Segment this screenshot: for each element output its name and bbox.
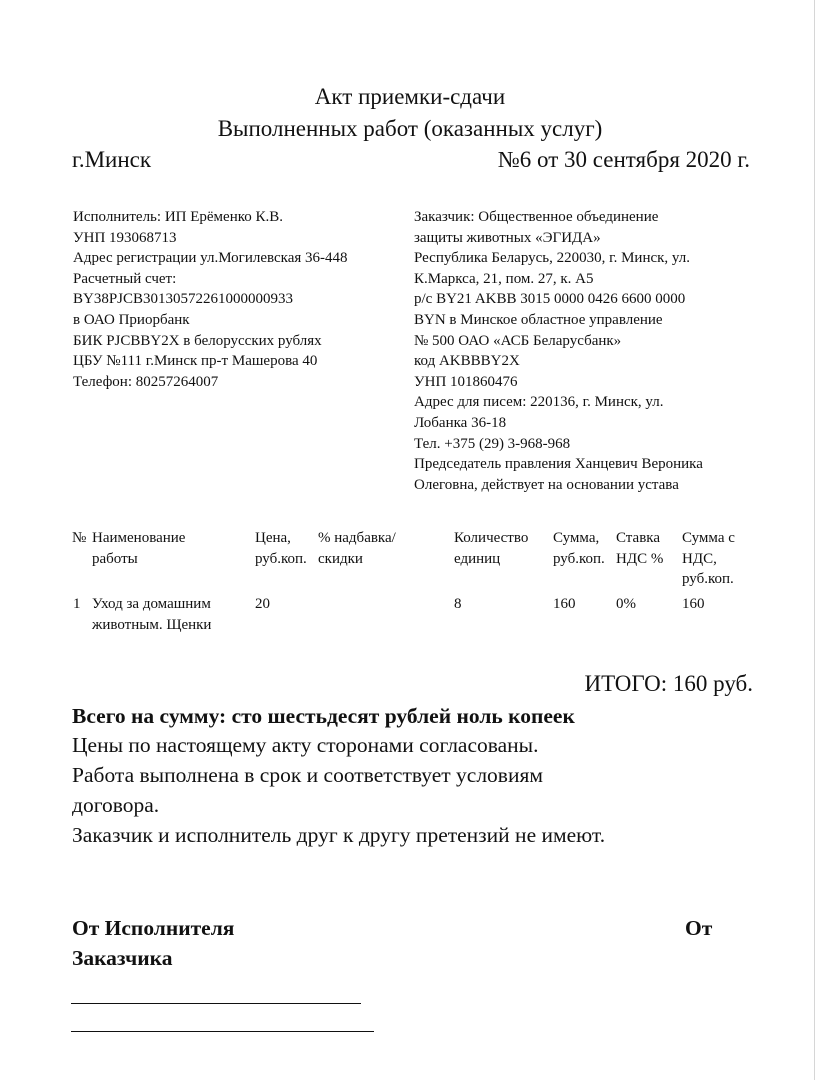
header-quantity bbox=[454, 528, 528, 569]
header-markup bbox=[318, 528, 396, 569]
executor-line: Исполнитель: ИП Ерёменко К.В. bbox=[73, 209, 284, 225]
header-sum bbox=[553, 528, 605, 569]
executor-line: в ОАО Приорбанк bbox=[73, 311, 190, 328]
from-customer-label-cont: Заказчика bbox=[72, 946, 173, 970]
document-number-date: №6 от 30 сентября 2020 г. bbox=[497, 147, 750, 172]
customer-line: код AKBBBY2X bbox=[414, 353, 520, 370]
header-price-line: руб.коп. bbox=[255, 550, 307, 567]
executor-line: Телефон: 80257264007 bbox=[73, 373, 219, 390]
header-quantity-line: единиц bbox=[454, 550, 501, 567]
header-markup-line: скидки bbox=[318, 550, 363, 567]
customer-line: BYN в Минское областное управление bbox=[414, 311, 663, 328]
row-num: 1 bbox=[73, 596, 81, 612]
customer-line: р/с BY21 AKBB 3015 0000 0426 6600 0000 bbox=[414, 291, 686, 308]
customer-line: защиты животных «ЭГИДА» bbox=[414, 229, 601, 246]
customer-line: УНП 101860476 bbox=[414, 373, 518, 390]
customer-signature-line bbox=[71, 1031, 374, 1032]
customer-line: Заказчик: Общественное объединение bbox=[414, 209, 659, 225]
executor-line: Расчетный счет: bbox=[73, 270, 177, 287]
header-total-line: руб.коп. bbox=[682, 571, 734, 588]
customer-line: Председатель правления Ханцевич Вероника bbox=[414, 456, 703, 473]
executor-signature-line bbox=[71, 1003, 361, 1004]
header-vat-line: НДС % bbox=[616, 550, 664, 567]
header-total-line: Сумма с bbox=[682, 530, 735, 546]
total-in-words: Всего на сумму: сто шестьдесят рублей ноль копеек bbox=[72, 704, 575, 728]
customer-line: К.Маркса, 21, пом. 27, к. А5 bbox=[414, 270, 594, 287]
executor-details bbox=[73, 207, 348, 392]
header-vat bbox=[616, 528, 663, 569]
header-num: № bbox=[72, 530, 87, 546]
document-title: Акт приемки-сдачи bbox=[314, 84, 506, 109]
header-sum-line: Сумма, bbox=[553, 530, 600, 546]
header-name bbox=[92, 528, 185, 569]
header-sum-line: руб.коп. bbox=[553, 550, 605, 567]
customer-line: Тел. +375 (29) 3-968-968 bbox=[414, 435, 571, 452]
page-border bbox=[814, 0, 815, 1080]
row-quantity: 8 bbox=[454, 596, 462, 612]
row-total: 160 bbox=[682, 596, 705, 612]
header-quantity-line: Количество bbox=[454, 530, 529, 546]
customer-line: Республика Беларусь, 220030, г. Минск, ул. bbox=[414, 250, 690, 267]
executor-line: BY38PJCB30130572261000000933 bbox=[73, 291, 294, 308]
row-price: 20 bbox=[255, 596, 270, 612]
customer-details bbox=[414, 207, 703, 495]
header-vat-line: Ставка bbox=[616, 530, 661, 546]
header-price bbox=[255, 528, 307, 569]
header-name-line: Наименование bbox=[92, 530, 186, 546]
work-done-text-cont: договора. bbox=[72, 793, 160, 817]
executor-line: ЦБУ №111 г.Минск пр-т Машерова 40 bbox=[73, 353, 318, 370]
executor-line: БИК PJCBBY2X в белорусских рублях bbox=[73, 332, 322, 349]
header-total bbox=[682, 528, 735, 590]
from-customer-label: От bbox=[685, 916, 713, 940]
customer-line: Лобанка 36-18 bbox=[414, 414, 507, 431]
work-done-text: Работа выполнена в срок и соответствует условиям bbox=[72, 763, 543, 787]
executor-line: Адрес регистрации ул.Могилевская 36-448 bbox=[73, 250, 348, 267]
grand-total: ИТОГО: 160 руб. bbox=[584, 671, 753, 696]
customer-line: Олеговна, действует на основании устава bbox=[414, 476, 679, 493]
header-name-line: работы bbox=[92, 550, 138, 567]
row-name-line: животным. Щенки bbox=[92, 616, 212, 633]
header-markup-line: % надбавка/ bbox=[318, 530, 396, 546]
row-vat: 0% bbox=[616, 596, 636, 612]
header-total-line: НДС, bbox=[682, 550, 717, 567]
row-sum: 160 bbox=[553, 596, 576, 612]
document-subtitle: Выполненных работ (оказанных услуг) bbox=[217, 116, 603, 141]
from-executor-label: От Исполнителя bbox=[72, 916, 235, 940]
row-name-line: Уход за домашним bbox=[92, 596, 211, 612]
executor-line: УНП 193068713 bbox=[73, 229, 177, 246]
header-price-line: Цена, bbox=[255, 530, 291, 546]
customer-line: № 500 ОАО «АСБ Беларусбанк» bbox=[414, 332, 622, 349]
no-claims-text: Заказчик и исполнитель друг к другу претензий не имеют. bbox=[72, 823, 606, 847]
customer-line: Адрес для писем: 220136, г. Минск, ул. bbox=[414, 394, 664, 411]
row-name bbox=[92, 594, 211, 635]
city: г.Минск bbox=[72, 147, 152, 172]
prices-agreed-text: Цены по настоящему акту сторонами согласованы. bbox=[72, 733, 539, 757]
